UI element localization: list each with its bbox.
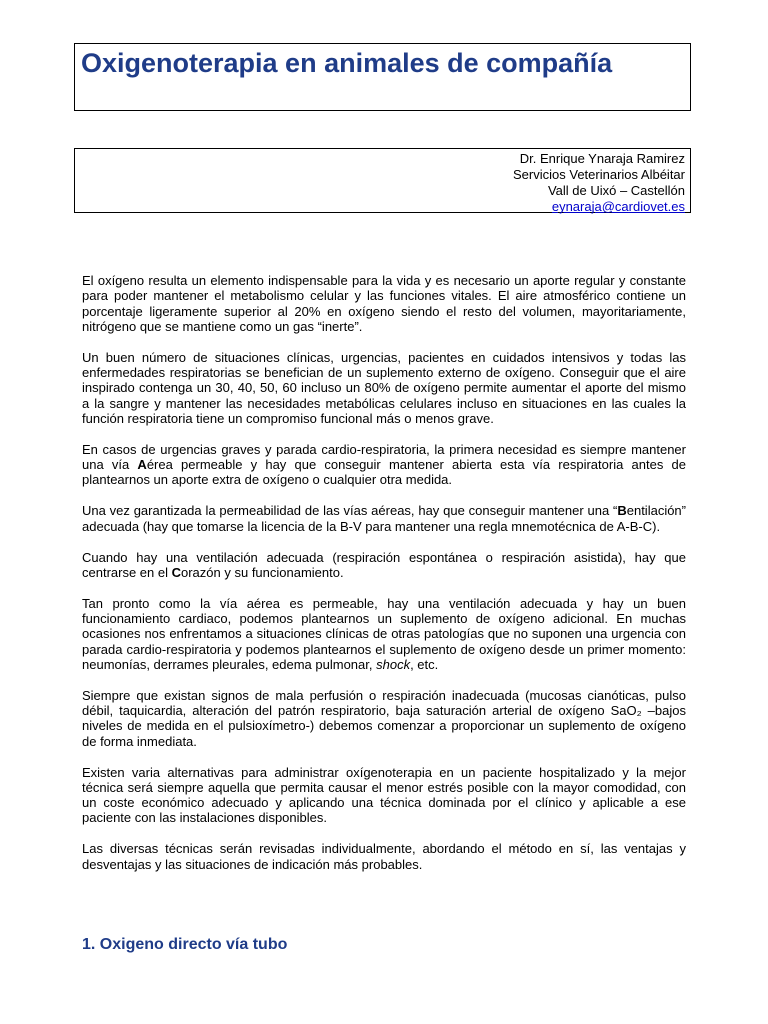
paragraph-3-text-after: érea permeable y hay que conseguir mantener abierta esta vía respiratoria antes de plantearnos un aporte extra de oxígeno o cualquier otra medida. <box>82 457 686 488</box>
paragraph-6-text-before: Tan pronto como la vía aérea es permeable, hay una ventilación adecuada y hay un buen funcionamiento cardiaco, podemos plantearnos un suplemento de oxígeno adicional. En muchas ocasiones nos enfrentamos a situaciones clínicas de otras patologías que no suponen una urgencia con parada cardio-respiratoria y podemos plantearnos el suplemento de oxígeno desde un primer momento: neumonías, derrames pleurales, edema pulmonar, <box>82 595 686 672</box>
paragraph-5-text-before: Cuando hay una ventilación adecuada (respiración espontánea o respiración asistida), hay que centrarse en el <box>82 549 686 580</box>
author-name: Dr. Enrique Ynaraja Ramirez <box>519 151 685 166</box>
body-text <box>82 273 686 888</box>
paragraph-3-text-before: En casos de urgencias graves y parada cardio-respiratoria, la primera necesidad es siempre mantener una vía <box>82 441 686 473</box>
paragraph-5 <box>82 550 686 581</box>
paragraph-8: Existen varia alternativas para administrar oxígenoterapia en un paciente hospitalizado y la mejor técnica será siempre aquella que permita causar el menor estrés posible con la mayor comodidad, con un coste económico adecuado y aplicando una técnica dominada por el clínico y aplicable a ese paciente con las instalaciones disponibles. <box>82 764 686 826</box>
title-box <box>74 43 691 111</box>
paragraph-2: Un buen número de situaciones clínicas, urgencias, pacientes en cuidados intensivos y todas las enfermedades respiratorias se benefician de un suplemento externo de oxígeno. Conseguir que el aire inspirado contenga un 30, 40, 50, 60 incluso un 80% de oxígeno permite aumentar el aporte del mismo a la sangre y mantener las necesidades metabólicas celulares incluso en situaciones en las cuales la función respiratoria tiene un compromiso funcional más o menos grave. <box>82 349 686 426</box>
section-heading: 1. Oxigeno directo vía tubo <box>82 936 288 953</box>
author-box <box>74 148 691 213</box>
paragraph-5-bold-letter: C <box>171 564 181 580</box>
document-title: Oxigenoterapia en animales de compañía <box>81 48 613 78</box>
paragraph-7: Siempre que existan signos de mala perfusión o respiración inadecuada (mucosas cianóticas, pulso débil, taquicardia, alteración del patrón respiratorio, baja saturación arterial de oxígeno SaO₂ –bajos niveles de medida en el pulsioxímetro-) debemos comenzar a proporcionar un suplemento de oxígeno de forma inmediata. <box>82 687 686 749</box>
paragraph-5-text-after: orazón y su funcionamiento. <box>181 564 344 580</box>
paragraph-4-text-before: Una vez garantizada la permeabilidad de las vías aéreas, hay que conseguir mantener una “ <box>82 503 618 519</box>
paragraph-3 <box>82 442 686 488</box>
author-location: Vall de Uixó – Castellón <box>547 183 685 198</box>
paragraph-6 <box>82 596 686 672</box>
paragraph-4-text-after: entilación” adecuada (hay que tomarse la licencia de la B-V para mantener una regla mnemotécnica de A-B-C). <box>82 503 686 534</box>
author-email-link[interactable]: eynaraja@cardiovet.es <box>551 199 685 214</box>
paragraph-4-bold-letter: B <box>617 503 627 519</box>
paragraph-6-italic-word: shock <box>376 656 411 672</box>
author-organization: Servicios Veterinarios Albéitar <box>513 167 685 182</box>
paragraph-1: El oxígeno resulta un elemento indispensable para la vida y es necesario un aporte regular y constante para poder mantener el metabolismo celular y las funciones vitales. El aire atmosférico contiene un porcentaje ligeramente superior al 20% en oxígeno siendo el resto del volumen, mayoritariamente, nitrógeno que se mantiene como un gas “inerte”. <box>82 273 686 334</box>
paragraph-6-text-after: , etc. <box>410 656 439 672</box>
paragraph-3-bold-letter: A <box>137 457 147 473</box>
paragraph-4 <box>82 503 686 534</box>
paragraph-9: Las diversas técnicas serán revisadas individualmente, abordando el método en sí, las ventajas y desventajas y las situaciones de indicación más probables. <box>82 841 686 872</box>
